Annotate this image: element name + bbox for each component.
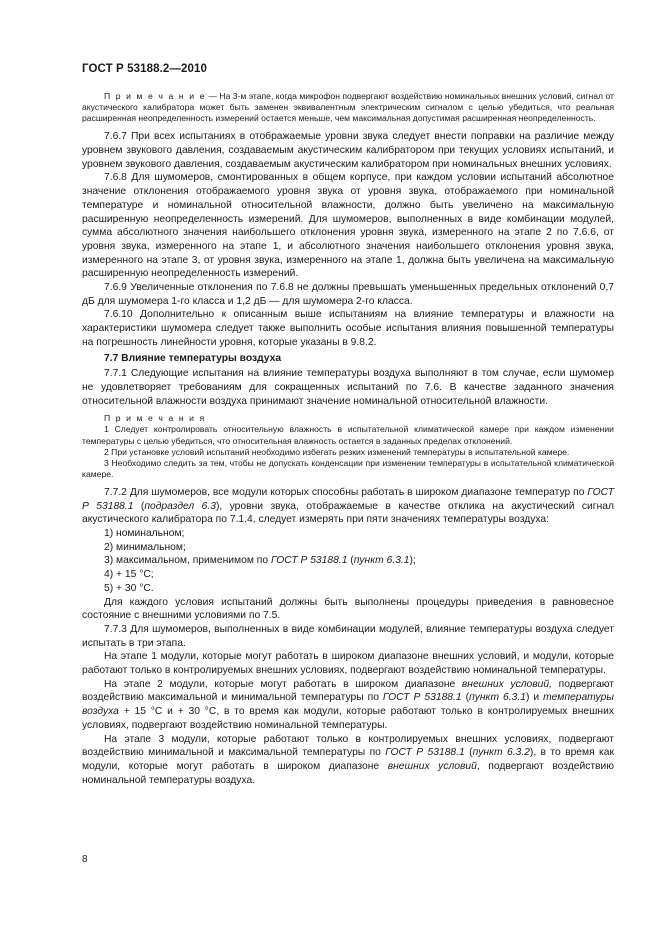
page-number: 8 xyxy=(82,854,88,865)
clause-7-6-8: 7.6.8 Для шумомеров, смонтированных в общем корпусе, при каждом условии испытаний абсолютное значение отклонения отображаемого уровня звука от уровня звука, отображаемого при номинальной температуре и номинальной относительной влажности, должно быть увеличено на максимальную расширенную неопределенность измерений. Для шумомеров, выполненных в виде комбинации модулей, сумма абсолютного значения наибольшего отклонения уровня звука, измеренного на этапе 2 по 7.6.6, от уровня звука, измеренного на этапе 1, и абсолютного значения наибольшего отклонения уровня звука, измеренного на этапе 3, от уровня звука, измеренного на этапе 1, должна быть увеличена на максимальную расширенную неопределенность измерений. xyxy=(82,172,614,280)
gost-reference: ГОСТ Р 53188.1 xyxy=(382,692,462,704)
clause-7-6-9: 7.6.9 Увеличенные отклонения по 7.6.8 не должны превышать уменьшенных предельных отклонений 0,7 дБ для шумомера 1-го класса и 1,2 дБ — для шумомера 2-го класса. xyxy=(82,282,614,307)
note-item-3: 3 Необходимо следить за тем, чтобы не допускать конденсации при изменении температуры в испытательной климатической камере. xyxy=(82,457,614,479)
section-heading-7-7: 7.7 Влияние температуры воздуха xyxy=(104,352,282,364)
list-item: 3) максимальном, применимом по ГОСТ Р 53188.1 (пункт 6.3.1); xyxy=(104,555,416,567)
note-item-2: 2 При установке условий испытаний необходимо избегать резких изменений температуры в испытательной камере. xyxy=(104,446,570,457)
note-paragraph xyxy=(82,91,614,124)
gost-reference: ГОСТ Р 53188.1 xyxy=(270,555,348,567)
document-header: ГОСТ Р 53188.2—2010 xyxy=(82,63,207,75)
clause-7-6-7: 7.6.7 При всех испытаниях в отображаемые уровни звука следует внести поправки на различие между уровнем звукового давления, создаваемым акустическим калибратором при текущих условиях испытаний, и уровнем звукового давления, создаваемым акустическим калибратором при номинальных внешних условиях. xyxy=(82,131,614,170)
clause-7-7-3: 7.7.3 Для шумомеров, выполненных в виде комбинации модулей, влияние температуры воздуха следует испытать в три этапа. xyxy=(82,623,614,649)
note-text: — На 3-м этапе, когда микрофон подвергают воздействию номинальных внешних условий, сигнал от акустического калибратора может быть заменен эквивалентным электрическим сигналом с целью убедиться, что реальная расширенная неопределенность измерений остается меньше, чем максимальная допустимая расширенная неопределенность. xyxy=(82,91,614,124)
gost-reference: ГОСТ Р 53188.1 xyxy=(82,486,614,512)
list-item: 2) минимальном; xyxy=(104,541,186,553)
list-item: 1) номинальном; xyxy=(104,528,185,540)
clause-7-7-2: 7.7.2 Для шумомеров, все модули которых способны работать в широком диапазоне температур по ГОСТ Р 53188.1 (подраздел 6.3), уровни звука, отображаемые в качестве отклика на акустический сигнал акустического калибратора по 7.1.4, следует измерять при пяти значениях температуры воздуха: xyxy=(82,486,614,526)
clause-7-6-10: 7.6.10 Дополнительно к описанным выше испытаниям на влияние температуры и влажности на характеристики шумомера следует также выполнить особые испытания влияния повышенной температуры на погрешность линейности уровня, которые указаны в 9.8.2. xyxy=(82,309,614,348)
clause-7-7-1: 7.7.1 Следующие испытания на влияние температуры воздуха выполняют в том случае, если шумомер не удовлетворяет требованиям для сокращенных испытаний по 7.6. В качестве заданного значения относительной влажности воздуха принимают значение номинальной относительной влажности. xyxy=(82,368,614,407)
list-item: 5) + 30 °С. xyxy=(104,582,154,594)
note-label: П р и м е ч а н и е xyxy=(104,91,206,101)
list-item: 4) + 15 °С; xyxy=(104,569,154,581)
note-item-1: 1 Следует контролировать относительную влажность в испытательной климатической камере при каждом изменении температуры с целью убедиться, что относительная влажность остается в заданных пределах отклонений. xyxy=(82,424,614,446)
document-body xyxy=(82,91,614,787)
stage-1-paragraph: На этапе 1 модули, которые могут работать в широком диапазоне внешних условий, и модули, которые работают только в контролируемых внешних условиях, подвергают воздействию номинальной температуры. xyxy=(82,651,614,677)
gost-reference: ГОСТ Р 53188.1 xyxy=(385,747,465,759)
notes-label: П р и м е ч а н и я xyxy=(104,413,206,424)
stage-3-paragraph: На этапе 3 модули, которые работают только в контролируемых внешних условиях, подвергают воздействию минимальной и максимальной температуры по ГОСТ Р 53188.1 (пункт 6.3.2), в то время как модули, которые могут работать в широком диапазоне внешних условий, подвергают воздействию номинальной температуры воздуха. xyxy=(82,733,615,786)
stage-2-paragraph: На этапе 2 модули, которые могут работать в широком диапазоне внешних условий, подвергают воздействию максимальной и минимальной температуры по ГОСТ Р 53188.1 (пункт 6.3.1) и температуры воздуха + 15 °С и + 30 °С, в то время как модули, которые работают только в контролируемых внешних условиях, подвергают воздействию номинальной температуры. xyxy=(82,678,614,731)
clause-7-7-2-end: Для каждого условия испытаний должны быть выполнены процедуры приведения в равновесное состояние с внешними условиями по 7.5. xyxy=(82,596,614,622)
